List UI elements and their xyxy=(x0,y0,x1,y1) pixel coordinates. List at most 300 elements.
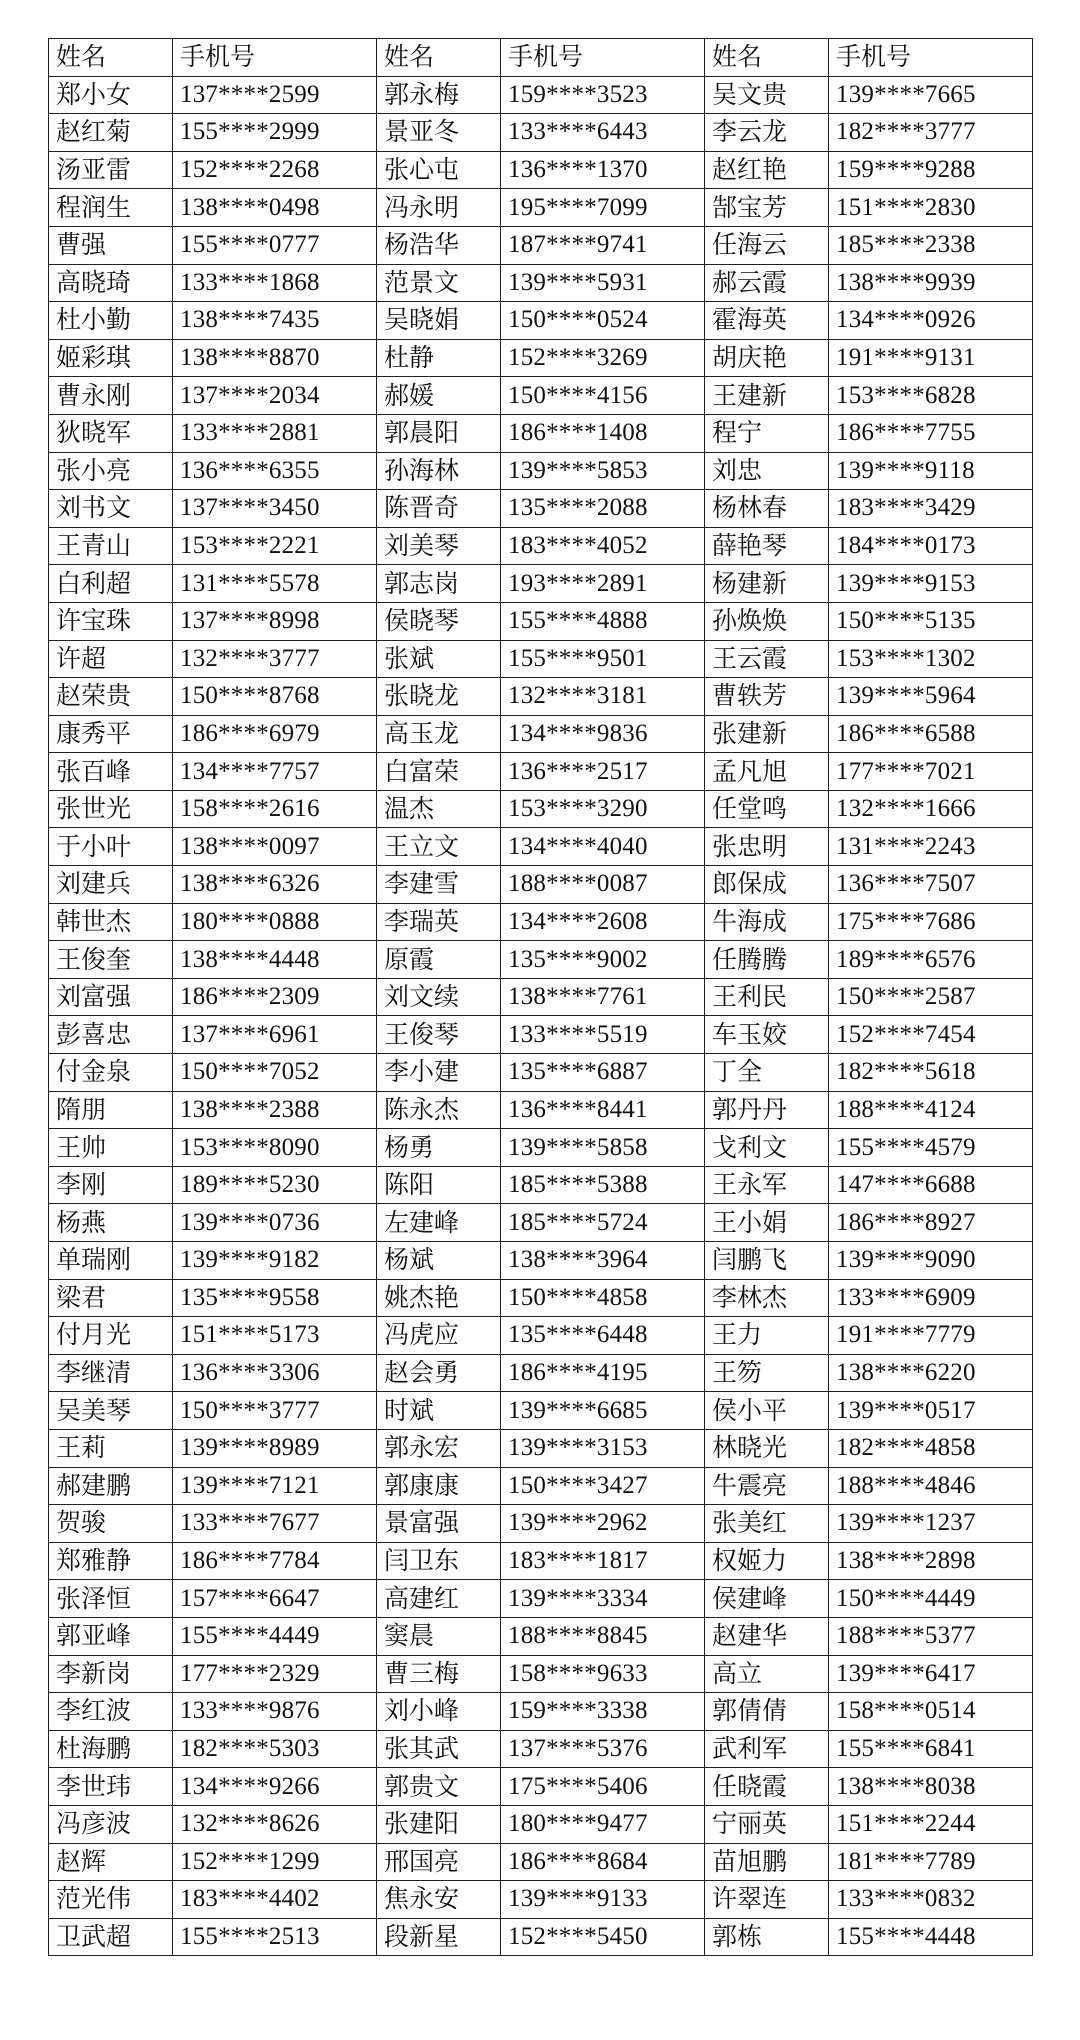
phone-cell: 158****9633 xyxy=(501,1655,705,1693)
table-row xyxy=(49,452,1033,490)
table-row xyxy=(49,302,1033,340)
table-row xyxy=(49,715,1033,753)
name-cell: 宁丽英 xyxy=(705,1805,829,1843)
table-row xyxy=(49,1730,1033,1768)
name-cell: 焦永安 xyxy=(377,1881,501,1919)
name-cell: 张美红 xyxy=(705,1505,829,1543)
name-cell: 范景文 xyxy=(377,264,501,302)
name-cell: 景富强 xyxy=(377,1505,501,1543)
name-cell: 贺骏 xyxy=(49,1505,173,1543)
header-name-cell: 姓名 xyxy=(49,39,173,77)
header-phone-cell: 手机号 xyxy=(501,39,705,77)
phone-cell: 139****0517 xyxy=(829,1392,1033,1430)
name-cell: 任腾腾 xyxy=(705,941,829,979)
name-cell: 任堂鸣 xyxy=(705,790,829,828)
phone-cell: 195****7099 xyxy=(501,189,705,227)
phone-cell: 139****9153 xyxy=(829,565,1033,603)
phone-cell: 186****8927 xyxy=(829,1204,1033,1242)
name-cell: 王帅 xyxy=(49,1129,173,1167)
name-cell: 张心屯 xyxy=(377,151,501,189)
phone-cell: 155****4448 xyxy=(829,1918,1033,1956)
phone-cell: 153****1302 xyxy=(829,640,1033,678)
table-row xyxy=(49,377,1033,415)
phone-cell: 137****2034 xyxy=(173,377,377,415)
phone-cell: 132****3181 xyxy=(501,678,705,716)
table-row xyxy=(49,1617,1033,1655)
phone-cell: 155****4579 xyxy=(829,1129,1033,1167)
name-cell: 高玉龙 xyxy=(377,715,501,753)
phone-cell: 153****2221 xyxy=(173,527,377,565)
name-cell: 张建阳 xyxy=(377,1805,501,1843)
phone-cell: 152****3269 xyxy=(501,339,705,377)
phone-cell: 155****4449 xyxy=(173,1617,377,1655)
name-cell: 曹永刚 xyxy=(49,377,173,415)
phone-cell: 135****2088 xyxy=(501,490,705,528)
table-row xyxy=(49,189,1033,227)
phone-cell: 185****5388 xyxy=(501,1166,705,1204)
table-row xyxy=(49,414,1033,452)
phone-cell: 155****6841 xyxy=(829,1730,1033,1768)
table-row xyxy=(49,978,1033,1016)
name-cell: 汤亚雷 xyxy=(49,151,173,189)
phone-cell: 139****6685 xyxy=(501,1392,705,1430)
phone-cell: 135****9002 xyxy=(501,941,705,979)
name-cell: 王建新 xyxy=(705,377,829,415)
phone-cell: 150****3427 xyxy=(501,1467,705,1505)
name-cell: 杨建新 xyxy=(705,565,829,603)
table-row xyxy=(49,339,1033,377)
name-cell: 任晓霞 xyxy=(705,1768,829,1806)
name-cell: 孙海林 xyxy=(377,452,501,490)
name-cell: 刘书文 xyxy=(49,490,173,528)
name-cell: 白利超 xyxy=(49,565,173,603)
name-cell: 郭永宏 xyxy=(377,1429,501,1467)
phone-cell: 155****9501 xyxy=(501,640,705,678)
name-cell: 赵红艳 xyxy=(705,151,829,189)
phone-cell: 138****2898 xyxy=(829,1542,1033,1580)
name-cell: 牛震亮 xyxy=(705,1467,829,1505)
table-row xyxy=(49,1505,1033,1543)
phone-cell: 158****2616 xyxy=(173,790,377,828)
table-row xyxy=(49,226,1033,264)
phone-cell: 138****2388 xyxy=(173,1091,377,1129)
table-row xyxy=(49,490,1033,528)
phone-cell: 139****0736 xyxy=(173,1204,377,1242)
phone-cell: 151****2244 xyxy=(829,1805,1033,1843)
phone-cell: 150****3777 xyxy=(173,1392,377,1430)
name-cell: 闫鹏飞 xyxy=(705,1242,829,1280)
phone-cell: 138****0498 xyxy=(173,189,377,227)
name-cell: 郑雅静 xyxy=(49,1542,173,1580)
name-cell: 韩世杰 xyxy=(49,903,173,941)
phone-cell: 152****2268 xyxy=(173,151,377,189)
name-cell: 彭喜忠 xyxy=(49,1016,173,1054)
phone-cell: 180****0888 xyxy=(173,903,377,941)
name-cell: 王力 xyxy=(705,1317,829,1355)
name-cell: 吴美琴 xyxy=(49,1392,173,1430)
name-cell: 杜静 xyxy=(377,339,501,377)
name-cell: 高建红 xyxy=(377,1580,501,1618)
name-cell: 李瑞英 xyxy=(377,903,501,941)
name-cell: 窦晨 xyxy=(377,1617,501,1655)
name-cell: 郑小女 xyxy=(49,76,173,114)
name-cell: 李建雪 xyxy=(377,866,501,904)
name-cell: 赵会勇 xyxy=(377,1354,501,1392)
name-cell: 原霞 xyxy=(377,941,501,979)
phone-cell: 133****6909 xyxy=(829,1279,1033,1317)
name-cell: 杜小勤 xyxy=(49,302,173,340)
phone-cell: 150****2587 xyxy=(829,978,1033,1016)
name-cell: 付月光 xyxy=(49,1317,173,1355)
name-cell: 李林杰 xyxy=(705,1279,829,1317)
name-cell: 侯小平 xyxy=(705,1392,829,1430)
name-cell: 林晓光 xyxy=(705,1429,829,1467)
phone-cell: 157****6647 xyxy=(173,1580,377,1618)
name-cell: 王青山 xyxy=(49,527,173,565)
phone-cell: 150****4156 xyxy=(501,377,705,415)
header-phone-cell: 手机号 xyxy=(829,39,1033,77)
phone-cell: 138****7761 xyxy=(501,978,705,1016)
name-cell: 冯虎应 xyxy=(377,1317,501,1355)
name-cell: 高晓琦 xyxy=(49,264,173,302)
name-cell: 赵荣贵 xyxy=(49,678,173,716)
phone-cell: 132****8626 xyxy=(173,1805,377,1843)
phone-cell: 150****7052 xyxy=(173,1054,377,1092)
name-cell: 单瑞刚 xyxy=(49,1242,173,1280)
name-cell: 左建峰 xyxy=(377,1204,501,1242)
name-cell: 权姬力 xyxy=(705,1542,829,1580)
name-cell: 戈利文 xyxy=(705,1129,829,1167)
name-cell: 陈永杰 xyxy=(377,1091,501,1129)
name-cell: 赵建华 xyxy=(705,1617,829,1655)
phone-cell: 151****5173 xyxy=(173,1317,377,1355)
phone-cell: 177****2329 xyxy=(173,1655,377,1693)
phone-cell: 139****1237 xyxy=(829,1505,1033,1543)
name-cell: 时斌 xyxy=(377,1392,501,1430)
phone-cell: 137****6961 xyxy=(173,1016,377,1054)
phone-cell: 150****5135 xyxy=(829,602,1033,640)
name-cell: 高立 xyxy=(705,1655,829,1693)
name-cell: 李继清 xyxy=(49,1354,173,1392)
table-row xyxy=(49,828,1033,866)
phone-cell: 137****5376 xyxy=(501,1730,705,1768)
name-cell: 杨浩华 xyxy=(377,226,501,264)
name-cell: 杨林春 xyxy=(705,490,829,528)
phone-cell: 188****4846 xyxy=(829,1467,1033,1505)
table-row xyxy=(49,1204,1033,1242)
phone-cell: 191****9131 xyxy=(829,339,1033,377)
table-row xyxy=(49,1429,1033,1467)
phone-cell: 133****9876 xyxy=(173,1693,377,1731)
name-cell: 任海云 xyxy=(705,226,829,264)
name-cell: 邢国亮 xyxy=(377,1843,501,1881)
name-cell: 王小娟 xyxy=(705,1204,829,1242)
phone-cell: 182****4858 xyxy=(829,1429,1033,1467)
phone-cell: 183****4052 xyxy=(501,527,705,565)
phone-cell: 182****5618 xyxy=(829,1054,1033,1092)
table-row xyxy=(49,790,1033,828)
header-row xyxy=(49,39,1033,77)
name-cell: 张百峰 xyxy=(49,753,173,791)
name-cell: 侯建峰 xyxy=(705,1580,829,1618)
phone-cell: 135****6887 xyxy=(501,1054,705,1092)
phone-cell: 139****6417 xyxy=(829,1655,1033,1693)
phone-cell: 134****4040 xyxy=(501,828,705,866)
name-cell: 曹三梅 xyxy=(377,1655,501,1693)
phone-cell: 158****0514 xyxy=(829,1693,1033,1731)
phone-cell: 153****8090 xyxy=(173,1129,377,1167)
phone-cell: 133****1868 xyxy=(173,264,377,302)
table-row xyxy=(49,1091,1033,1129)
phone-cell: 134****9836 xyxy=(501,715,705,753)
phone-cell: 152****1299 xyxy=(173,1843,377,1881)
table-row xyxy=(49,1166,1033,1204)
phone-cell: 155****4888 xyxy=(501,602,705,640)
table-row xyxy=(49,1279,1033,1317)
table-row xyxy=(49,1693,1033,1731)
phone-cell: 139****3153 xyxy=(501,1429,705,1467)
phone-cell: 188****0087 xyxy=(501,866,705,904)
name-cell: 孟凡旭 xyxy=(705,753,829,791)
phone-cell: 150****4449 xyxy=(829,1580,1033,1618)
name-cell: 霍海英 xyxy=(705,302,829,340)
phone-cell: 150****8768 xyxy=(173,678,377,716)
table-row xyxy=(49,565,1033,603)
name-cell: 牛海成 xyxy=(705,903,829,941)
contact-table xyxy=(48,38,1033,1956)
phone-cell: 159****3338 xyxy=(501,1693,705,1731)
name-cell: 郎保成 xyxy=(705,866,829,904)
name-cell: 苗旭鹏 xyxy=(705,1843,829,1881)
phone-cell: 175****7686 xyxy=(829,903,1033,941)
phone-cell: 180****9477 xyxy=(501,1805,705,1843)
name-cell: 付金泉 xyxy=(49,1054,173,1092)
phone-cell: 152****5450 xyxy=(501,1918,705,1956)
name-cell: 闫卫东 xyxy=(377,1542,501,1580)
phone-cell: 187****9741 xyxy=(501,226,705,264)
phone-cell: 147****6688 xyxy=(829,1166,1033,1204)
name-cell: 郭贵文 xyxy=(377,1768,501,1806)
phone-cell: 133****2881 xyxy=(173,414,377,452)
name-cell: 杜海鹏 xyxy=(49,1730,173,1768)
name-cell: 王俊奎 xyxy=(49,941,173,979)
name-cell: 曹强 xyxy=(49,226,173,264)
phone-cell: 139****5964 xyxy=(829,678,1033,716)
phone-cell: 186****6979 xyxy=(173,715,377,753)
table-row xyxy=(49,1054,1033,1092)
name-cell: 侯晓琴 xyxy=(377,602,501,640)
phone-cell: 188****4124 xyxy=(829,1091,1033,1129)
name-cell: 郝媛 xyxy=(377,377,501,415)
phone-cell: 153****3290 xyxy=(501,790,705,828)
name-cell: 郭康康 xyxy=(377,1467,501,1505)
phone-cell: 132****1666 xyxy=(829,790,1033,828)
name-cell: 吴文贵 xyxy=(705,76,829,114)
table-row xyxy=(49,1580,1033,1618)
name-cell: 杨勇 xyxy=(377,1129,501,1167)
phone-cell: 138****7435 xyxy=(173,302,377,340)
name-cell: 李刚 xyxy=(49,1166,173,1204)
phone-cell: 133****0832 xyxy=(829,1881,1033,1919)
header-name-cell: 姓名 xyxy=(705,39,829,77)
phone-cell: 138****8038 xyxy=(829,1768,1033,1806)
table-row xyxy=(49,1354,1033,1392)
name-cell: 胡庆艳 xyxy=(705,339,829,377)
table-row xyxy=(49,602,1033,640)
name-cell: 王永军 xyxy=(705,1166,829,1204)
phone-cell: 189****6576 xyxy=(829,941,1033,979)
phone-cell: 186****6588 xyxy=(829,715,1033,753)
phone-cell: 181****7789 xyxy=(829,1843,1033,1881)
phone-cell: 186****8684 xyxy=(501,1843,705,1881)
table-row xyxy=(49,1805,1033,1843)
phone-cell: 138****0097 xyxy=(173,828,377,866)
table-row xyxy=(49,1843,1033,1881)
name-cell: 陈阳 xyxy=(377,1166,501,1204)
table-row xyxy=(49,1768,1033,1806)
name-cell: 康秀平 xyxy=(49,715,173,753)
name-cell: 赵红菊 xyxy=(49,114,173,152)
name-cell: 李世玮 xyxy=(49,1768,173,1806)
phone-cell: 139****5858 xyxy=(501,1129,705,1167)
phone-cell: 186****4195 xyxy=(501,1354,705,1392)
phone-cell: 139****3334 xyxy=(501,1580,705,1618)
name-cell: 郝云霞 xyxy=(705,264,829,302)
phone-cell: 139****8989 xyxy=(173,1429,377,1467)
name-cell: 郜宝芳 xyxy=(705,189,829,227)
name-cell: 孙焕焕 xyxy=(705,602,829,640)
name-cell: 刘文续 xyxy=(377,978,501,1016)
phone-cell: 175****5406 xyxy=(501,1768,705,1806)
table-row xyxy=(49,1242,1033,1280)
name-cell: 姬彩琪 xyxy=(49,339,173,377)
phone-cell: 139****7121 xyxy=(173,1467,377,1505)
name-cell: 郭亚峰 xyxy=(49,1617,173,1655)
phone-cell: 136****1370 xyxy=(501,151,705,189)
phone-cell: 150****0524 xyxy=(501,302,705,340)
phone-cell: 136****8441 xyxy=(501,1091,705,1129)
table-row xyxy=(49,1016,1033,1054)
phone-cell: 132****3777 xyxy=(173,640,377,678)
name-cell: 许超 xyxy=(49,640,173,678)
name-cell: 狄晓军 xyxy=(49,414,173,452)
table-row xyxy=(49,1655,1033,1693)
name-cell: 张其武 xyxy=(377,1730,501,1768)
name-cell: 车玉姣 xyxy=(705,1016,829,1054)
phone-cell: 155****2513 xyxy=(173,1918,377,1956)
name-cell: 卫武超 xyxy=(49,1918,173,1956)
name-cell: 张斌 xyxy=(377,640,501,678)
phone-cell: 137****3450 xyxy=(173,490,377,528)
name-cell: 李小建 xyxy=(377,1054,501,1092)
name-cell: 郭丹丹 xyxy=(705,1091,829,1129)
phone-cell: 135****6448 xyxy=(501,1317,705,1355)
phone-cell: 191****7779 xyxy=(829,1317,1033,1355)
name-cell: 白富荣 xyxy=(377,753,501,791)
phone-cell: 152****7454 xyxy=(829,1016,1033,1054)
name-cell: 李云龙 xyxy=(705,114,829,152)
phone-cell: 155****0777 xyxy=(173,226,377,264)
table-row xyxy=(49,903,1033,941)
table-row xyxy=(49,1392,1033,1430)
phone-cell: 159****3523 xyxy=(501,76,705,114)
phone-cell: 193****2891 xyxy=(501,565,705,603)
name-cell: 张小亮 xyxy=(49,452,173,490)
name-cell: 刘富强 xyxy=(49,978,173,1016)
name-cell: 李红波 xyxy=(49,1693,173,1731)
phone-cell: 186****7755 xyxy=(829,414,1033,452)
phone-cell: 182****5303 xyxy=(173,1730,377,1768)
phone-cell: 185****2338 xyxy=(829,226,1033,264)
phone-cell: 139****9118 xyxy=(829,452,1033,490)
table-row xyxy=(49,1881,1033,1919)
phone-cell: 139****7665 xyxy=(829,76,1033,114)
name-cell: 曹轶芳 xyxy=(705,678,829,716)
name-cell: 程润生 xyxy=(49,189,173,227)
table-row xyxy=(49,941,1033,979)
name-cell: 郭晨阳 xyxy=(377,414,501,452)
phone-cell: 131****5578 xyxy=(173,565,377,603)
phone-cell: 159****9288 xyxy=(829,151,1033,189)
table-row xyxy=(49,151,1033,189)
name-cell: 张泽恒 xyxy=(49,1580,173,1618)
phone-cell: 138****8870 xyxy=(173,339,377,377)
name-cell: 许宝珠 xyxy=(49,602,173,640)
phone-cell: 188****8845 xyxy=(501,1617,705,1655)
phone-cell: 133****5519 xyxy=(501,1016,705,1054)
phone-cell: 134****2608 xyxy=(501,903,705,941)
phone-cell: 138****3964 xyxy=(501,1242,705,1280)
name-cell: 刘美琴 xyxy=(377,527,501,565)
phone-cell: 183****3429 xyxy=(829,490,1033,528)
phone-cell: 183****4402 xyxy=(173,1881,377,1919)
phone-cell: 184****0173 xyxy=(829,527,1033,565)
table-row xyxy=(49,678,1033,716)
phone-cell: 137****2599 xyxy=(173,76,377,114)
phone-cell: 138****9939 xyxy=(829,264,1033,302)
phone-cell: 136****3306 xyxy=(173,1354,377,1392)
phone-cell: 136****7507 xyxy=(829,866,1033,904)
name-cell: 郭志岗 xyxy=(377,565,501,603)
name-cell: 张忠明 xyxy=(705,828,829,866)
table-row xyxy=(49,264,1033,302)
header-phone-cell: 手机号 xyxy=(173,39,377,77)
phone-cell: 183****1817 xyxy=(501,1542,705,1580)
name-cell: 梁君 xyxy=(49,1279,173,1317)
name-cell: 王云霞 xyxy=(705,640,829,678)
name-cell: 冯永明 xyxy=(377,189,501,227)
phone-cell: 185****5724 xyxy=(501,1204,705,1242)
table-body xyxy=(49,39,1033,1956)
table-row xyxy=(49,527,1033,565)
name-cell: 郭栋 xyxy=(705,1918,829,1956)
phone-cell: 137****8998 xyxy=(173,602,377,640)
phone-cell: 186****2309 xyxy=(173,978,377,1016)
name-cell: 段新星 xyxy=(377,1918,501,1956)
name-cell: 刘忠 xyxy=(705,452,829,490)
phone-cell: 134****9266 xyxy=(173,1768,377,1806)
name-cell: 刘小峰 xyxy=(377,1693,501,1731)
phone-cell: 131****2243 xyxy=(829,828,1033,866)
phone-cell: 151****2830 xyxy=(829,189,1033,227)
name-cell: 赵辉 xyxy=(49,1843,173,1881)
phone-cell: 133****7677 xyxy=(173,1505,377,1543)
phone-cell: 139****9133 xyxy=(501,1881,705,1919)
phone-cell: 186****7784 xyxy=(173,1542,377,1580)
table-row xyxy=(49,76,1033,114)
phone-cell: 139****9182 xyxy=(173,1242,377,1280)
name-cell: 刘建兵 xyxy=(49,866,173,904)
